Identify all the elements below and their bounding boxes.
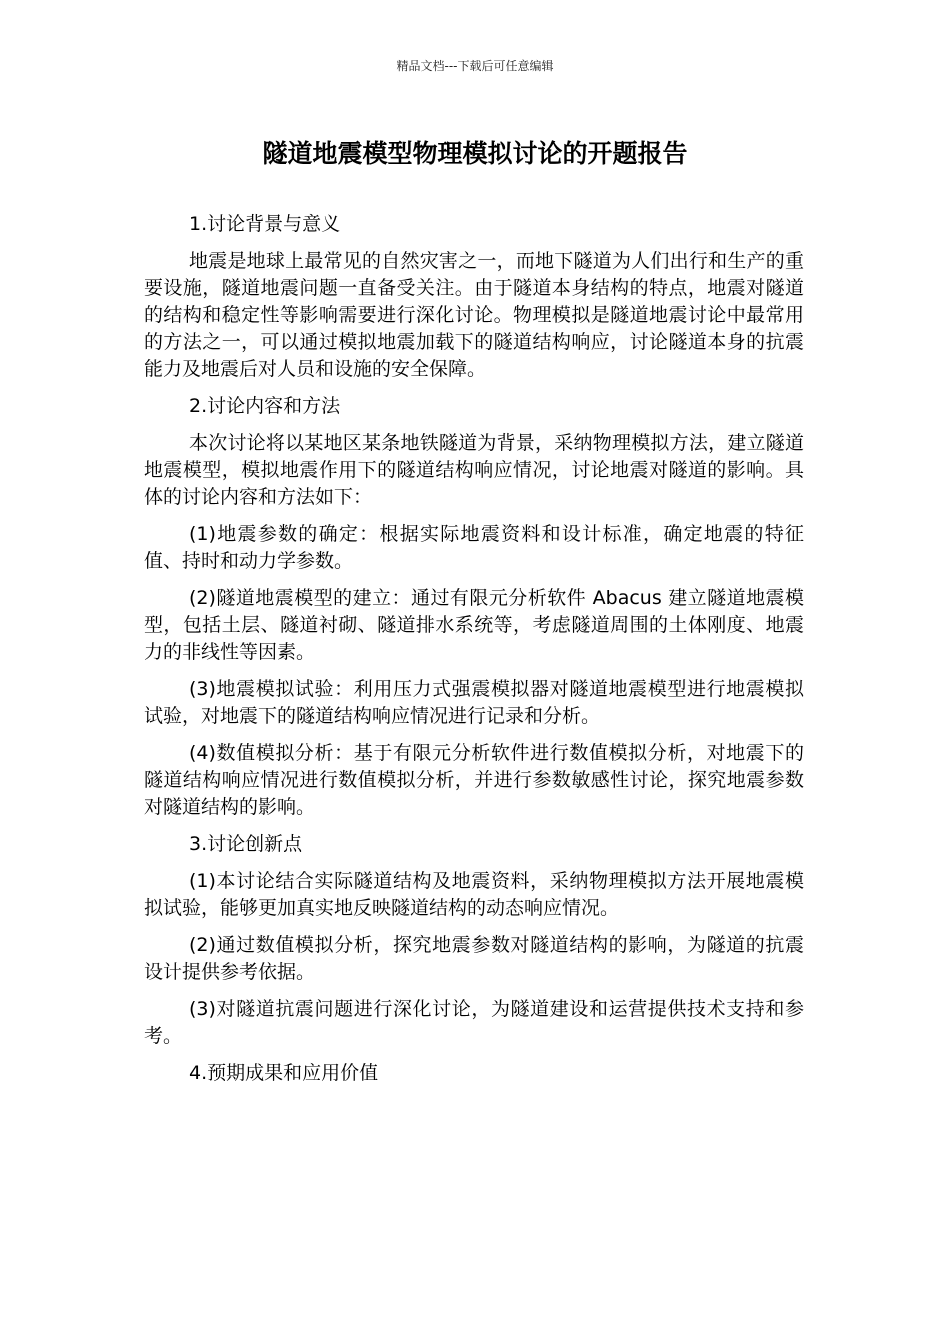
paragraph-method-1: (1)地震参数的确定：根据实际地震资料和设计标准，确定地震的特征值、持时和动力学参数。 bbox=[144, 523, 804, 572]
document-title: 隧道地震模型物理模拟讨论的开题报告 bbox=[262, 139, 688, 168]
section-heading-background: 1.讨论背景与意义 bbox=[189, 213, 341, 235]
paragraph-content-intro: 本次讨论将以某地区某条地铁隧道为背景，采纳物理模拟方法，建立隧道地震模型，模拟地震作用下的隧道结构响应情况，讨论地震对隧道的影响。具体的讨论内容和方法如下： bbox=[144, 432, 804, 508]
document-body bbox=[144, 211, 804, 1097]
section-heading-content-methods: 2.讨论内容和方法 bbox=[189, 395, 341, 417]
paragraph-innovation-2: (2)通过数值模拟分析，探究地震参数对隧道结构的影响，为隧道的抗震设计提供参考依据。 bbox=[144, 934, 804, 983]
section-heading-innovation: 3.讨论创新点 bbox=[189, 833, 303, 855]
page-header: 精品文档---下载后可任意编辑 bbox=[396, 59, 554, 73]
section-heading-expected-results: 4.预期成果和应用价值 bbox=[189, 1062, 379, 1084]
paragraph-method-2: (2)隧道地震模型的建立：通过有限元分析软件 Abacus 建立隧道地震模型，包括土层、隧道衬砌、隧道排水系统等，考虑隧道周围的土体刚度、地震力的非线性等因素。 bbox=[144, 587, 804, 663]
paragraph-background: 地震是地球上最常见的自然灾害之一，而地下隧道为人们出行和生产的重要设施，隧道地震问题一直备受关注。由于隧道本身结构的特点，地震对隧道的结构和稳定性等影响需要进行深化讨论。物理模拟是隧道地震讨论中最常用的方法之一，可以通过模拟地震加载下的隧道结构响应，讨论隧道本身的抗震能力及地震后对人员和设施的安全保障。 bbox=[144, 250, 804, 380]
paragraph-method-3: (3)地震模拟试验：利用压力式强震模拟器对隧道地震模型进行地震模拟试验，对地震下的隧道结构响应情况进行记录和分析。 bbox=[144, 678, 804, 727]
paragraph-innovation-3: (3)对隧道抗震问题进行深化讨论，为隧道建设和运营提供技术支持和参考。 bbox=[144, 998, 804, 1047]
paragraph-method-4: (4)数值模拟分析：基于有限元分析软件进行数值模拟分析，对地震下的隧道结构响应情况进行数值模拟分析，并进行参数敏感性讨论，探究地震参数对隧道结构的影响。 bbox=[144, 742, 804, 818]
paragraph-innovation-1: (1)本讨论结合实际隧道结构及地震资料，采纳物理模拟方法开展地震模拟试验，能够更加真实地反映隧道结构的动态响应情况。 bbox=[144, 870, 804, 919]
